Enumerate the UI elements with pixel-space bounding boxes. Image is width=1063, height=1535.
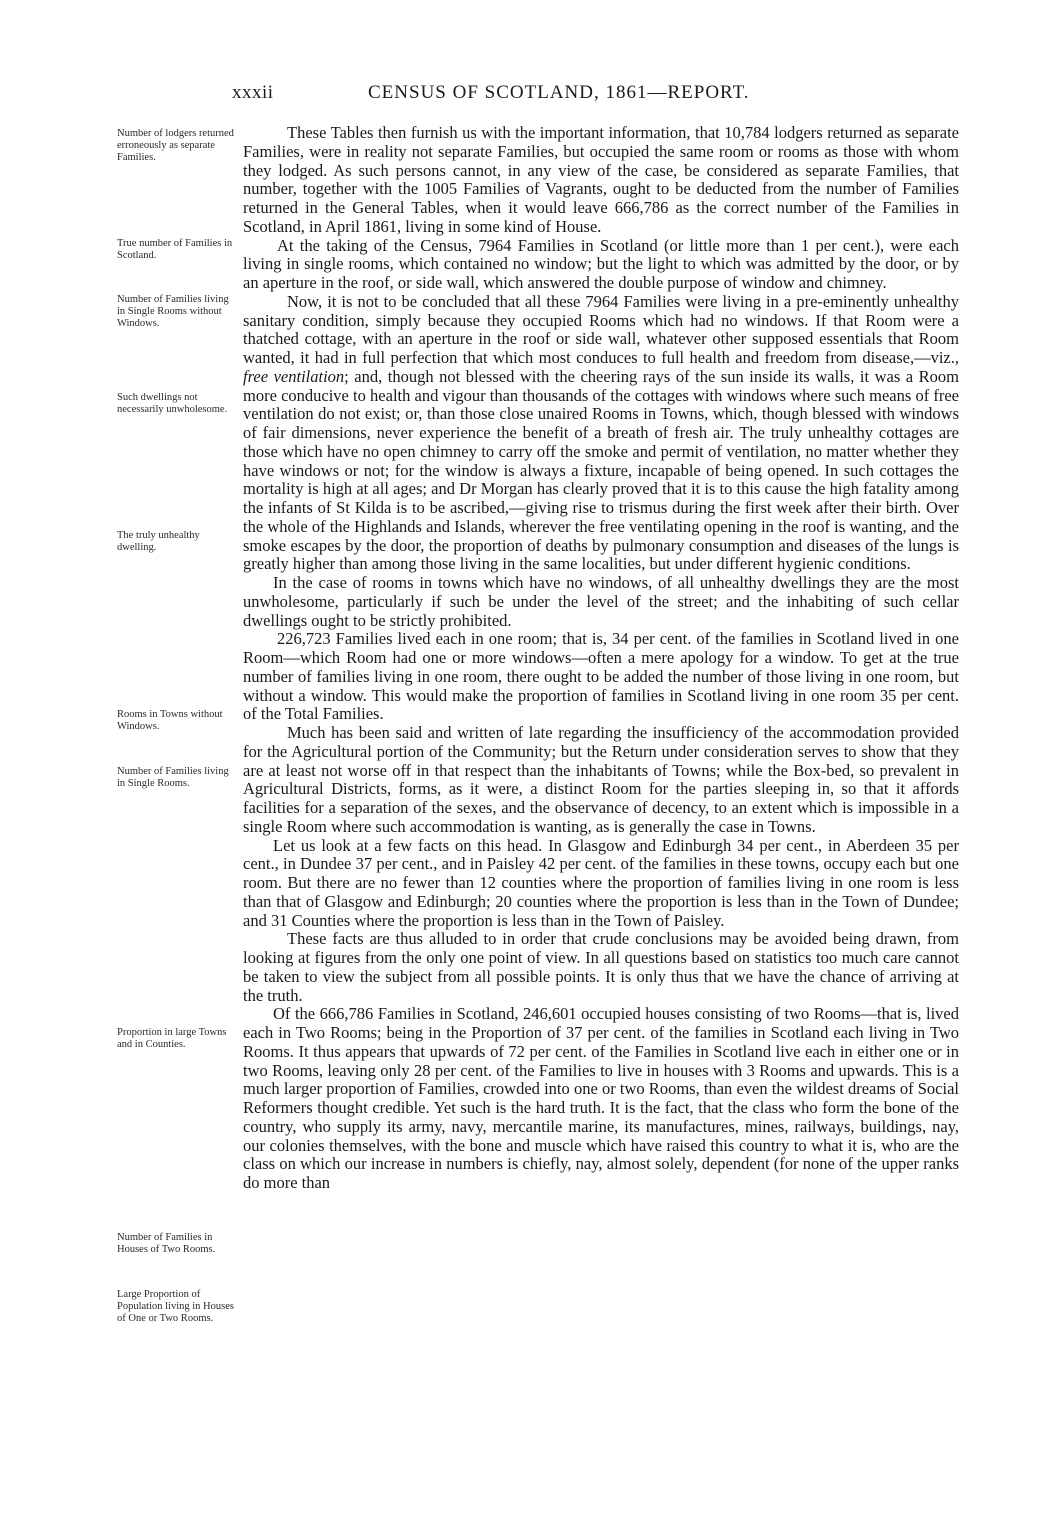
margin-note: Proportion in large Towns and in Counties. <box>117 1027 227 1050</box>
paragraph: In the case of rooms in towns which have no windows, of all unhealthy dwellings they are the most unwholesome, particularly if such be under the level of the street; and the inhabiting of such cellar dwellings ought to be strictly prohibited. <box>243 573 959 630</box>
paragraph <box>243 293 959 574</box>
margin-note: Number of Families living in Single Rooms. <box>117 766 229 789</box>
margin-note: True number of Families in Scotland. <box>117 238 233 261</box>
emphasis: free ventilation <box>243 366 345 386</box>
running-title: CENSUS OF SCOTLAND, 1861—REPORT. <box>368 82 750 103</box>
paragraph-text: ; and, though not blessed with the cheering rays of the sun inside its walls, it was a Room more conducive to health and vigour than thousands of the cottages with windows where such means of free ventilation do not exist; or, than those close unaired Rooms in Towns, which, though blessed with windows of fair dimensions, never experience the benefit of a breath of fresh air. The truly unhealthy cottages are those which have no open chimney to carry off the smoke and permit of ventilation, no matter whether they have windows or not; for the window is always a fixture, incapable of being opened. In such cottages the mortality is high at all ages; and Dr Morgan has clearly proved that it is to this cause the high fatality among the infants of St Kilda is to be ascribed,—giving rise to trismus during the first week after their birth. Over the whole of the Highlands and Islands, wherever the free ventilating opening in the roof is wanting, and the smoke escapes by the door, the proportion of deaths by pulmonary consumption and diseases of the lungs is greatly higher than among those living in the same localities, but under different hygienic conditions. <box>243 366 960 574</box>
paragraph: Much has been said and written of late regarding the insufficiency of the accommodation provided for the Agricultural portion of the Community; but the Return under consideration serves to show that they are at least not worse off in that respect than the inhabitants of Towns; while the Box-bed, so prevalent in Agricultural Districts, forms, as it were, a distinct Room for the parties sleeping in, so that it affords facilities for a separation of the sexes, and the observance of decency, to an extent which is impossible in a single Room where such accommodation is wanting, as is generally the case in Towns. <box>243 723 959 836</box>
paragraph: These facts are thus alluded to in order that crude conclusions may be avoided being drawn, from looking at figures from the only one point of view. In all questions based on statistics too much care cannot be taken to view the subject from all possible points. It is only thus that we have the chance of arriving at the truth. <box>243 929 959 1005</box>
body-text <box>243 124 959 1193</box>
paragraph: Of the 666,786 Families in Scotland, 246,601 occupied houses consisting of two Rooms—that is, lived each in Two Rooms; being in the Proportion of 37 per cent. of the families in Scotland each living in Two Rooms. It thus appears that upwards of 72 per cent. of the Families in Scotland live each in either one or in two Rooms, leaving only 28 per cent. of the Families to live in houses with 3 Rooms and upwards. This is a much larger proportion of Families, crowded into one or two Rooms, than even the wildest dreams of Social Reformers thought credible. Yet such is the hard truth. It is the fact, that the class who form the bone of the country, who supply its army, navy, mercantile marine, its manufactures, mines, railways, buildings, nay, our colonies themselves, with the bone and muscle which have raised this country to what it is, who are the class on which our increase in numbers is chiefly, nay, almost solely, dependent (for none of the upper ranks do more than <box>243 1004 959 1192</box>
paragraph: These Tables then furnish us with the important information, that 10,784 lodgers returned as separate Families, were in reality not separate Families, but occupied the same room or rooms as those with whom they lodged. As such persons cannot, in any view of the case, be considered as separate Families, that number, together with the 1005 Families of Vagrants, ought to be deducted from the number of Families returned in the General Tables, when it would leave 666,786 as the correct number of the Families in Scotland, in April 1861, living in some kind of House. <box>243 123 959 236</box>
paragraph-text: Now, it is not to be concluded that all these 7964 Families were living in a pre-eminently unhealthy sanitary condition, simply because they occupied Rooms which had no windows. If that Room were a thatched cottage, with an aperture in the roof or side wall, whatever other supposed essentials that Room wanted, it had in full perfection that which most conduces to full health and freedom from disease,—viz., <box>243 291 959 367</box>
margin-note: The truly unhealthy dwelling. <box>117 530 200 553</box>
paragraph: At the taking of the Census, 7964 Families in Scotland (or little more than 1 per cent.), were each living in single rooms, which contained no window; but the light to which was admitted by the door, or by an aperture in the roof, or side wall, which answered the double purpose of window and chimney. <box>243 235 959 292</box>
page-number: xxxii <box>232 82 274 103</box>
page-header <box>0 82 1063 112</box>
margin-note: Such dwellings not necessarily unwholesome. <box>117 392 228 415</box>
paragraph: 226,723 Families lived each in one room; that is, 34 per cent. of the families in Scotland lived in one Room—which Room had one or more windows—often a mere apology for a window. To get at the true number of families living in one room, there ought to be added the number of those living in one room, but without a window. This would make the proportion of families in Scotland living in one room 35 per cent. of the Total Families. <box>243 629 959 724</box>
margin-note: Number of Families in Houses of Two Rooms. <box>117 1232 216 1255</box>
margin-note: Number of Families living in Single Rooms without Windows. <box>117 294 229 329</box>
paragraph: Let us look at a few facts on this head. In Glasgow and Edinburgh 34 per cent., in Aberdeen 35 per cent., in Dundee 37 per cent., and in Paisley 42 per cent. of the families in these towns, occupy each but one room. But there are no fewer than 12 counties where the proportion of families living in one room is less than that of Glasgow and Edinburgh; 20 counties where the proportion is less than in the Town of Dundee; and 31 Counties where the proportion is less than in the Town of Paisley. <box>243 835 959 930</box>
margin-note: Number of lodgers returned erroneously as separate Families. <box>117 128 234 163</box>
margin-note: Large Proportion of Population living in Houses of One or Two Rooms. <box>117 1289 234 1324</box>
margin-note: Rooms in Towns without Windows. <box>117 709 223 732</box>
